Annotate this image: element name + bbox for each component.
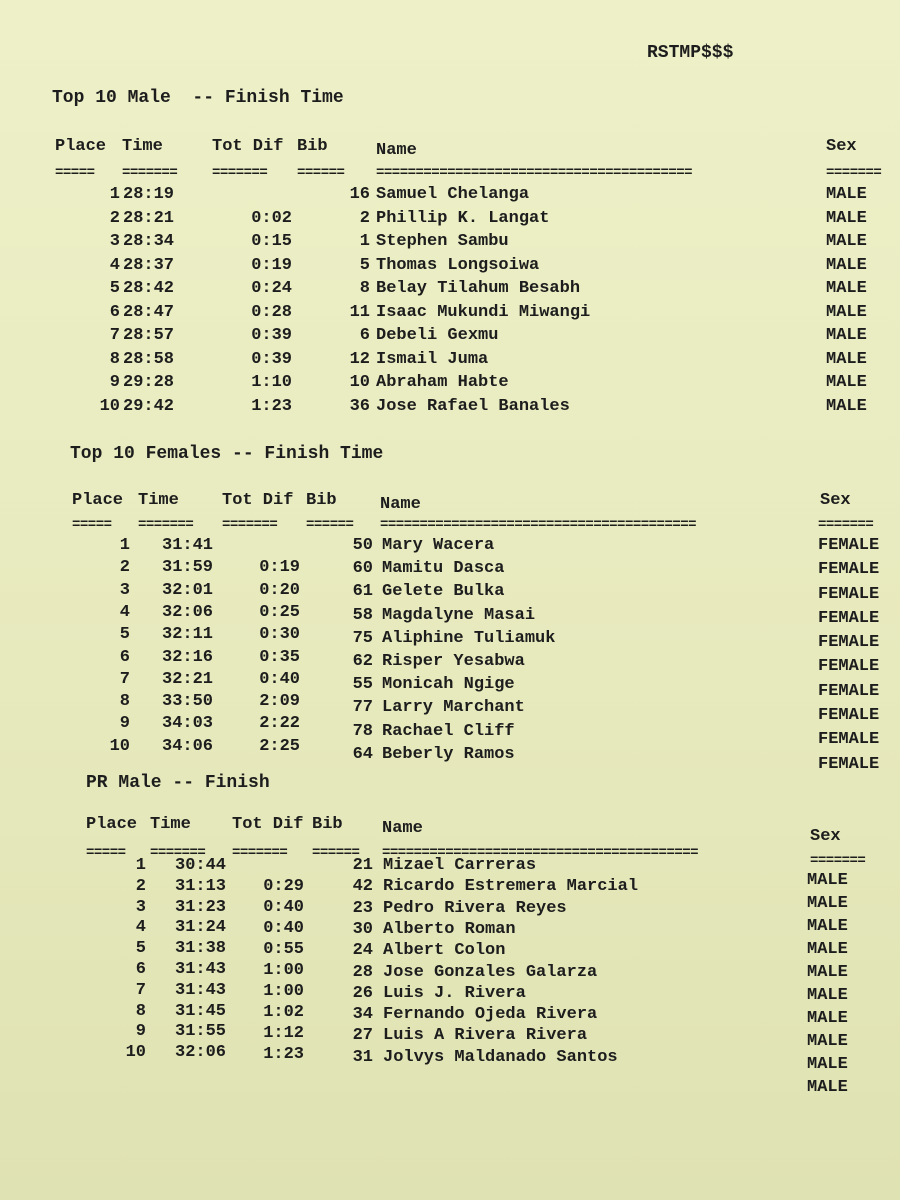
- tot-dif-cell: 0:28: [251, 302, 292, 322]
- sex-cell: MALE: [826, 185, 867, 204]
- bib-cell: 6: [359, 326, 370, 345]
- runner-name: Aliphine Tuliamuk: [382, 628, 556, 648]
- time-cell: 31:55: [175, 1022, 227, 1042]
- bib-cell: 31: [352, 1047, 373, 1067]
- time-cell: 28:34: [123, 232, 175, 251]
- runner-name: Debeli Gexmu: [376, 326, 499, 345]
- tot-dif-cell: 1:23: [251, 396, 292, 416]
- tot-dif-cell: 1:12: [263, 1023, 304, 1043]
- bib-cell: 42: [352, 877, 373, 897]
- separator-time: =======: [138, 518, 194, 532]
- separator-sex: =======: [818, 518, 874, 532]
- sex-cell: FEMALE: [818, 536, 880, 555]
- place-cell: 3: [119, 580, 130, 600]
- time-cell: 30:44: [175, 856, 227, 875]
- bib-cell: 10: [349, 373, 370, 392]
- runner-name: Belay Tilahum Besabh: [376, 279, 581, 298]
- column-header-time: Time: [138, 491, 179, 510]
- time-cell: 33:50: [162, 692, 214, 712]
- time-cell: 31:23: [175, 897, 227, 917]
- runner-name: Albert Colon: [383, 941, 506, 961]
- place-cell: 4: [109, 255, 120, 275]
- place-cell: 9: [109, 373, 120, 392]
- runner-name: Jose Gonzales Galarza: [383, 962, 598, 982]
- tot-dif-cell: 0:55: [263, 939, 304, 959]
- column-header-place: Place: [55, 137, 107, 156]
- bib-cell: 78: [352, 721, 373, 741]
- column-header-tot-dif: Tot Dif: [222, 491, 294, 510]
- time-cell: 34:06: [162, 736, 214, 756]
- sex-cell: MALE: [826, 255, 867, 275]
- runner-name: Mary Wacera: [382, 536, 495, 555]
- bib-cell: 12: [349, 349, 370, 369]
- column-header-sex: Sex: [826, 137, 857, 156]
- time-cell: 28:42: [123, 279, 175, 298]
- bib-cell: 77: [352, 698, 373, 718]
- section-title: PR Male -- Finish: [86, 773, 270, 793]
- tot-dif-cell: 1:10: [251, 373, 292, 392]
- sex-cell: MALE: [826, 302, 867, 322]
- tot-dif-cell: 0:24: [251, 279, 292, 298]
- section-title: Top 10 Male -- Finish Time: [52, 88, 344, 108]
- sex-cell: MALE: [826, 349, 867, 369]
- place-cell: 8: [135, 1001, 146, 1021]
- runner-name: Mizael Carreras: [383, 856, 537, 875]
- time-cell: 31:45: [175, 1001, 227, 1021]
- time-cell: 31:59: [162, 558, 214, 578]
- place-cell: 6: [109, 302, 120, 322]
- column-header-place: Place: [72, 491, 124, 510]
- separator-place: =====: [86, 846, 126, 860]
- separator-bib: ======: [306, 518, 354, 532]
- column-header-time: Time: [122, 137, 163, 156]
- tot-dif-cell: 0:19: [259, 558, 300, 578]
- place-cell: 5: [119, 625, 130, 645]
- bib-cell: 58: [352, 605, 373, 625]
- place-cell: 9: [135, 1022, 146, 1042]
- separator-time: =======: [122, 166, 178, 180]
- bib-cell: 2: [359, 208, 370, 228]
- runner-name: Phillip K. Langat: [376, 208, 550, 228]
- tot-dif-cell: 0:30: [259, 625, 300, 645]
- place-cell: 6: [135, 960, 146, 979]
- runner-name: Pedro Rivera Reyes: [383, 898, 567, 918]
- bib-cell: 61: [352, 582, 373, 602]
- runner-name: Thomas Longsoiwa: [376, 255, 540, 275]
- separator-totdif: =======: [212, 166, 268, 180]
- tot-dif-cell: 2:25: [259, 736, 300, 756]
- sex-cell: MALE: [807, 1078, 848, 1097]
- place-cell: 10: [99, 396, 120, 416]
- column-header-name: Name: [382, 819, 423, 838]
- bib-cell: 55: [352, 675, 373, 695]
- place-cell: 7: [119, 669, 130, 689]
- place-cell: 1: [119, 536, 130, 555]
- runner-name: Larry Marchant: [382, 698, 525, 718]
- place-cell: 7: [109, 326, 120, 345]
- time-cell: 28:19: [123, 185, 175, 204]
- place-cell: 3: [135, 897, 146, 917]
- column-header-place: Place: [86, 815, 138, 834]
- tot-dif-cell: 2:22: [259, 714, 300, 734]
- runner-name: Alberto Roman: [383, 919, 516, 939]
- place-cell: 6: [119, 647, 130, 667]
- separator-place: =====: [72, 518, 112, 532]
- sex-cell: MALE: [826, 326, 867, 345]
- runner-name: Fernando Ojeda Rivera: [383, 1005, 598, 1025]
- bib-cell: 62: [352, 652, 373, 671]
- time-cell: 32:11: [162, 625, 214, 645]
- sex-cell: MALE: [807, 871, 848, 890]
- sex-cell: FEMALE: [818, 633, 880, 653]
- tot-dif-cell: 1:00: [263, 981, 304, 1001]
- tot-dif-cell: 0:40: [263, 897, 304, 917]
- bib-cell: 34: [352, 1005, 373, 1025]
- runner-name: Mamitu Dasca: [382, 559, 505, 579]
- sex-cell: MALE: [807, 963, 848, 982]
- place-cell: 2: [119, 558, 130, 578]
- time-cell: 31:38: [175, 939, 227, 959]
- column-header-sex: Sex: [810, 827, 841, 846]
- runner-name: Beberly Ramos: [382, 744, 515, 764]
- time-cell: 31:43: [175, 980, 227, 1000]
- runner-name: Luis A Rivera Rivera: [383, 1026, 588, 1046]
- tot-dif-cell: 0:39: [251, 349, 292, 369]
- sex-cell: MALE: [826, 232, 867, 251]
- sex-cell: MALE: [807, 940, 848, 959]
- separator-name: ========================================: [382, 846, 699, 860]
- time-cell: 32:06: [175, 1043, 227, 1063]
- place-cell: 8: [119, 692, 130, 712]
- separator-sex: =======: [826, 166, 882, 180]
- place-cell: 10: [125, 1043, 146, 1063]
- time-cell: 34:03: [162, 714, 214, 734]
- sex-cell: FEMALE: [818, 705, 880, 725]
- time-cell: 31:24: [175, 918, 227, 938]
- report-code: RSTMP$$$: [647, 43, 734, 63]
- column-header-bib: Bib: [306, 491, 337, 510]
- bib-cell: 36: [349, 396, 370, 416]
- time-cell: 29:28: [123, 373, 175, 392]
- runner-name: Ricardo Estremera Marcial: [383, 877, 639, 897]
- sex-cell: FEMALE: [818, 560, 880, 580]
- runner-name: Magdalyne Masai: [382, 605, 536, 625]
- time-cell: 32:21: [162, 669, 214, 689]
- separator-bib: ======: [297, 166, 345, 180]
- runner-name: Abraham Habte: [376, 373, 509, 392]
- sex-cell: MALE: [807, 894, 848, 913]
- place-cell: 5: [135, 939, 146, 959]
- sex-cell: MALE: [826, 396, 867, 416]
- tot-dif-cell: 1:23: [263, 1044, 304, 1064]
- sex-cell: FEMALE: [818, 754, 880, 774]
- bib-cell: 28: [352, 962, 373, 982]
- tot-dif-cell: 2:09: [259, 692, 300, 712]
- sex-cell: FEMALE: [818, 681, 880, 701]
- tot-dif-cell: 0:02: [251, 208, 292, 228]
- time-cell: 28:47: [123, 302, 175, 322]
- bib-cell: 8: [359, 279, 370, 298]
- place-cell: 1: [109, 185, 120, 204]
- bib-cell: 30: [352, 919, 373, 939]
- tot-dif-cell: 0:35: [259, 647, 300, 667]
- runner-name: Rachael Cliff: [382, 721, 515, 741]
- bib-cell: 23: [352, 898, 373, 918]
- bib-cell: 11: [349, 302, 370, 322]
- place-cell: 3: [109, 232, 120, 251]
- time-cell: 28:58: [123, 349, 175, 369]
- tot-dif-cell: 0:40: [259, 669, 300, 689]
- column-header-bib: Bib: [312, 815, 343, 834]
- runner-name: Gelete Bulka: [382, 582, 505, 602]
- runner-name: Jolvys Maldanado Santos: [383, 1047, 618, 1067]
- runner-name: Risper Yesabwa: [382, 652, 525, 671]
- tot-dif-cell: 0:29: [263, 876, 304, 896]
- bib-cell: 1: [359, 232, 370, 251]
- tot-dif-cell: 0:15: [251, 232, 292, 251]
- time-cell: 32:06: [162, 602, 214, 622]
- sex-cell: FEMALE: [818, 730, 880, 750]
- sex-cell: FEMALE: [818, 584, 880, 604]
- sex-cell: MALE: [807, 1032, 848, 1051]
- place-cell: 9: [119, 714, 130, 734]
- bib-cell: 21: [352, 856, 373, 875]
- sex-cell: MALE: [826, 279, 867, 298]
- tot-dif-cell: 0:25: [259, 602, 300, 622]
- time-cell: 31:43: [175, 960, 227, 979]
- column-header-time: Time: [150, 815, 191, 834]
- runner-name: Ismail Juma: [376, 349, 489, 369]
- separator-time: =======: [150, 846, 206, 860]
- tot-dif-cell: 0:20: [259, 580, 300, 600]
- tot-dif-cell: 1:00: [263, 960, 304, 980]
- sex-cell: MALE: [807, 1055, 848, 1074]
- bib-cell: 64: [352, 744, 373, 764]
- runner-name: Samuel Chelanga: [376, 185, 530, 204]
- separator-name: ========================================: [380, 518, 697, 532]
- time-cell: 29:42: [123, 396, 175, 416]
- separator-bib: ======: [312, 846, 360, 860]
- sex-cell: MALE: [807, 917, 848, 936]
- runner-name: Monicah Ngige: [382, 675, 515, 695]
- tot-dif-cell: 0:19: [251, 255, 292, 275]
- separator-totdif: =======: [232, 846, 288, 860]
- bib-cell: 24: [352, 941, 373, 961]
- place-cell: 4: [135, 918, 146, 938]
- runner-name: Isaac Mukundi Miwangi: [376, 302, 591, 322]
- time-cell: 31:41: [162, 536, 214, 555]
- separator-sex: =======: [810, 854, 866, 868]
- place-cell: 8: [109, 349, 120, 369]
- bib-cell: 50: [352, 536, 373, 555]
- bib-cell: 5: [359, 255, 370, 275]
- tot-dif-cell: 1:02: [263, 1002, 304, 1022]
- separator-place: =====: [55, 166, 95, 180]
- place-cell: 10: [109, 736, 130, 756]
- column-header-tot-dif: Tot Dif: [232, 815, 304, 834]
- sex-cell: MALE: [826, 208, 867, 228]
- column-header-tot-dif: Tot Dif: [212, 137, 284, 156]
- sex-cell: MALE: [807, 986, 848, 1005]
- place-cell: 7: [135, 980, 146, 1000]
- sex-cell: MALE: [826, 373, 867, 392]
- column-header-sex: Sex: [820, 491, 851, 510]
- bib-cell: 75: [352, 628, 373, 648]
- column-header-name: Name: [376, 141, 417, 160]
- time-cell: 28:57: [123, 326, 175, 345]
- sex-cell: FEMALE: [818, 657, 880, 677]
- separator-totdif: =======: [222, 518, 278, 532]
- time-cell: 32:16: [162, 647, 214, 667]
- column-header-bib: Bib: [297, 137, 328, 156]
- bib-cell: 27: [352, 1026, 373, 1046]
- tot-dif-cell: 0:39: [251, 326, 292, 345]
- section-title: Top 10 Females -- Finish Time: [70, 444, 384, 464]
- column-header-name: Name: [380, 495, 421, 514]
- place-cell: 1: [135, 856, 146, 875]
- runner-name: Luis J. Rivera: [383, 983, 526, 1003]
- tot-dif-cell: 0:40: [263, 918, 304, 938]
- time-cell: 28:21: [123, 208, 175, 228]
- sex-cell: FEMALE: [818, 608, 880, 628]
- runner-name: Jose Rafael Banales: [376, 396, 570, 416]
- time-cell: 31:13: [175, 876, 227, 896]
- place-cell: 4: [119, 602, 130, 622]
- runner-name: Stephen Sambu: [376, 232, 509, 251]
- separator-name: ========================================: [376, 166, 693, 180]
- bib-cell: 26: [352, 983, 373, 1003]
- sex-cell: MALE: [807, 1009, 848, 1028]
- time-cell: 32:01: [162, 580, 214, 600]
- place-cell: 5: [109, 279, 120, 298]
- bib-cell: 60: [352, 559, 373, 579]
- time-cell: 28:37: [123, 255, 175, 275]
- bib-cell: 16: [349, 185, 370, 204]
- place-cell: 2: [109, 208, 120, 228]
- place-cell: 2: [135, 876, 146, 896]
